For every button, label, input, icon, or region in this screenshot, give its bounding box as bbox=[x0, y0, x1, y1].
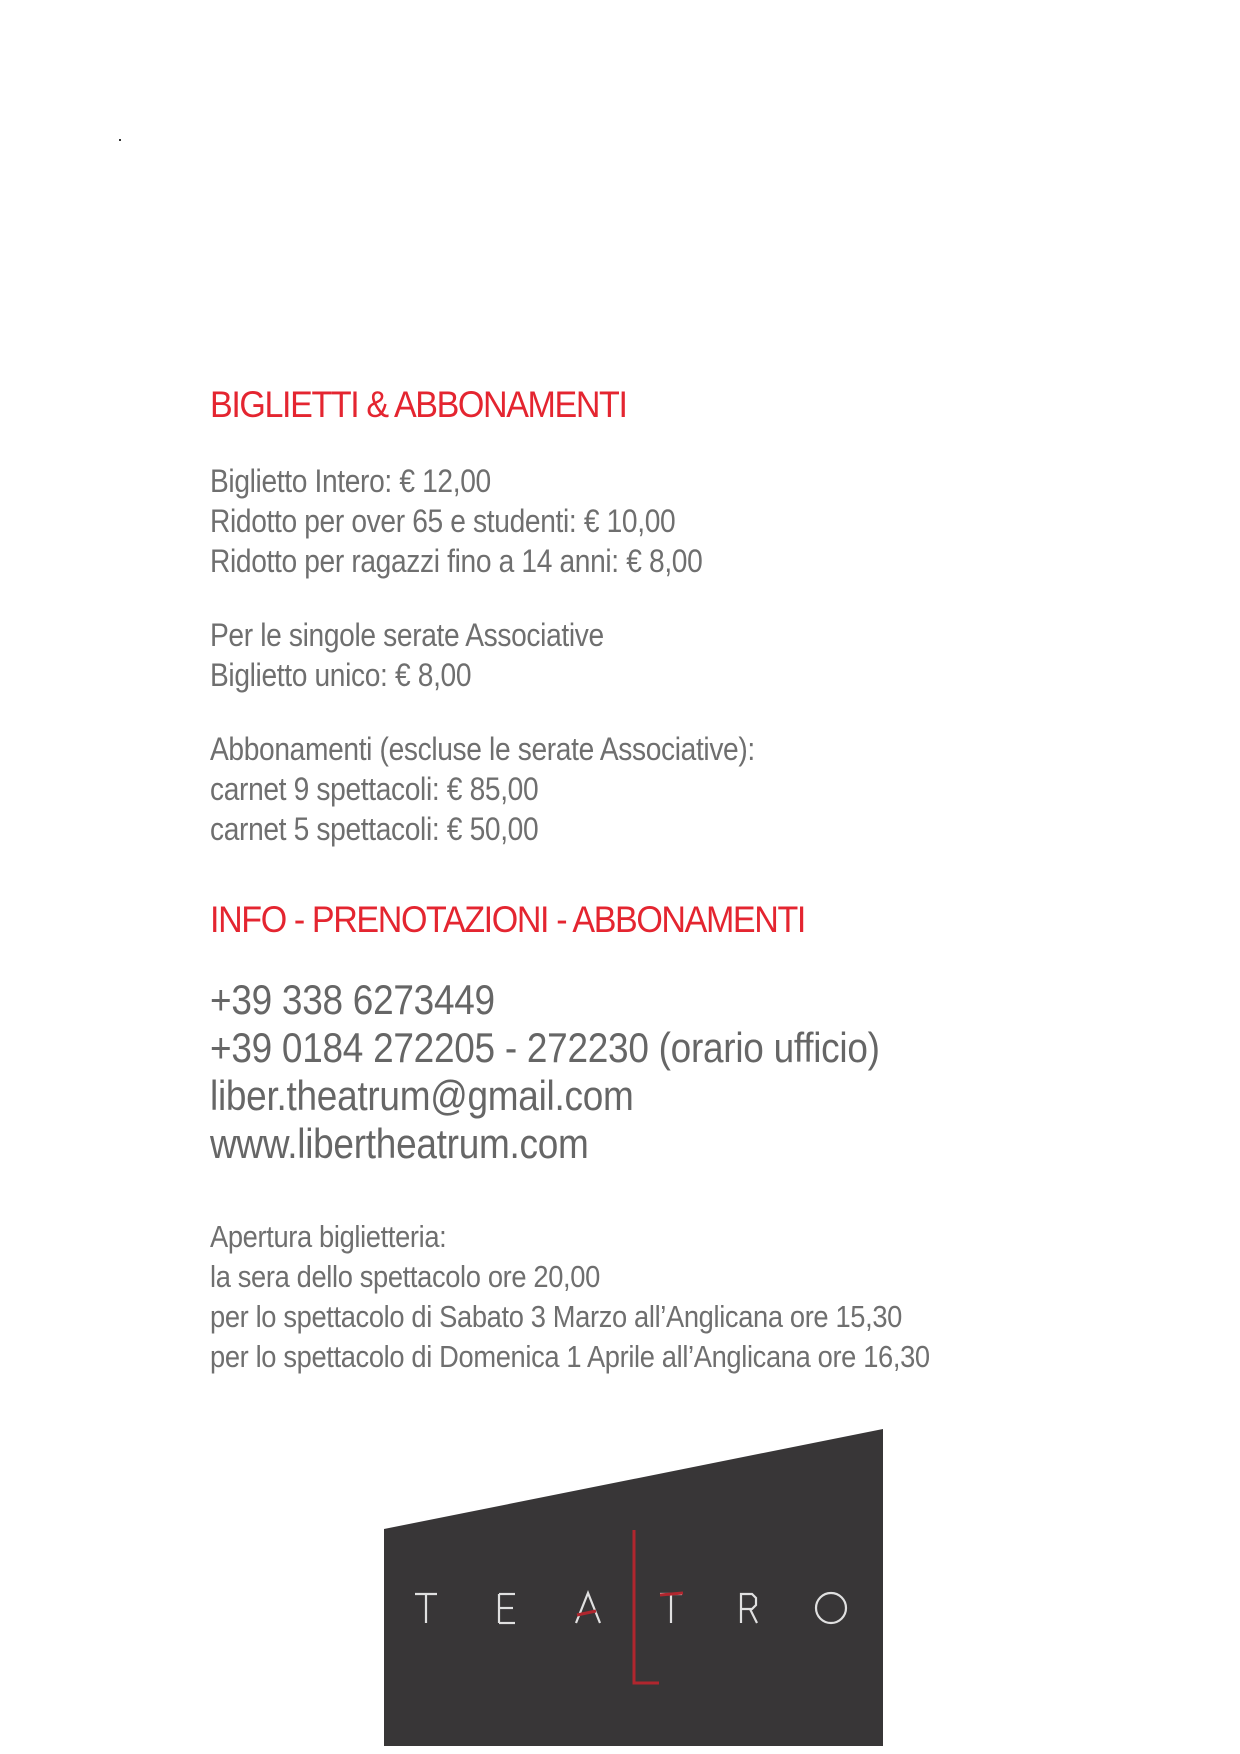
box-office-line: per lo spettacolo di Domenica 1 Aprile all’Anglicana ore 16,30 bbox=[210, 1339, 930, 1374]
associative-price: Biglietto unico: € 8,00 bbox=[210, 657, 472, 693]
subscription-5: carnet 5 spettacoli: € 50,00 bbox=[210, 811, 539, 847]
associative-label: Per le singole serate Associative bbox=[210, 617, 604, 653]
phone-office[interactable]: +39 0184 272205 - 272230 (orario ufficio) bbox=[210, 1024, 880, 1071]
website-link[interactable]: www.libertheatrum.com bbox=[210, 1120, 589, 1167]
price-reduced-over65: Ridotto per over 65 e studenti: € 10,00 bbox=[210, 503, 676, 539]
info-heading: INFO - PRENOTAZIONI - ABBONAMENTI bbox=[210, 899, 805, 940]
price-full: Biglietto Intero: € 12,00 bbox=[210, 463, 491, 499]
box-office-line: la sera dello spettacolo ore 20,00 bbox=[210, 1259, 600, 1294]
box-office-title: Apertura biglietteria: bbox=[210, 1219, 447, 1254]
price-reduced-youth: Ridotto per ragazzi fino a 14 anni: € 8,00 bbox=[210, 543, 703, 579]
subscription-9: carnet 9 spettacoli: € 85,00 bbox=[210, 771, 539, 807]
phone-mobile[interactable]: +39 338 6273449 bbox=[210, 976, 495, 1023]
box-office-line: per lo spettacolo di Sabato 3 Marzo all’Anglicana ore 15,30 bbox=[210, 1299, 902, 1334]
subscriptions-label: Abbonamenti (escluse le serate Associative): bbox=[210, 731, 755, 767]
email-link[interactable]: liber.theatrum@gmail.com bbox=[210, 1072, 634, 1119]
tickets-heading: BIGLIETTI & ABBONAMENTI bbox=[210, 384, 627, 425]
